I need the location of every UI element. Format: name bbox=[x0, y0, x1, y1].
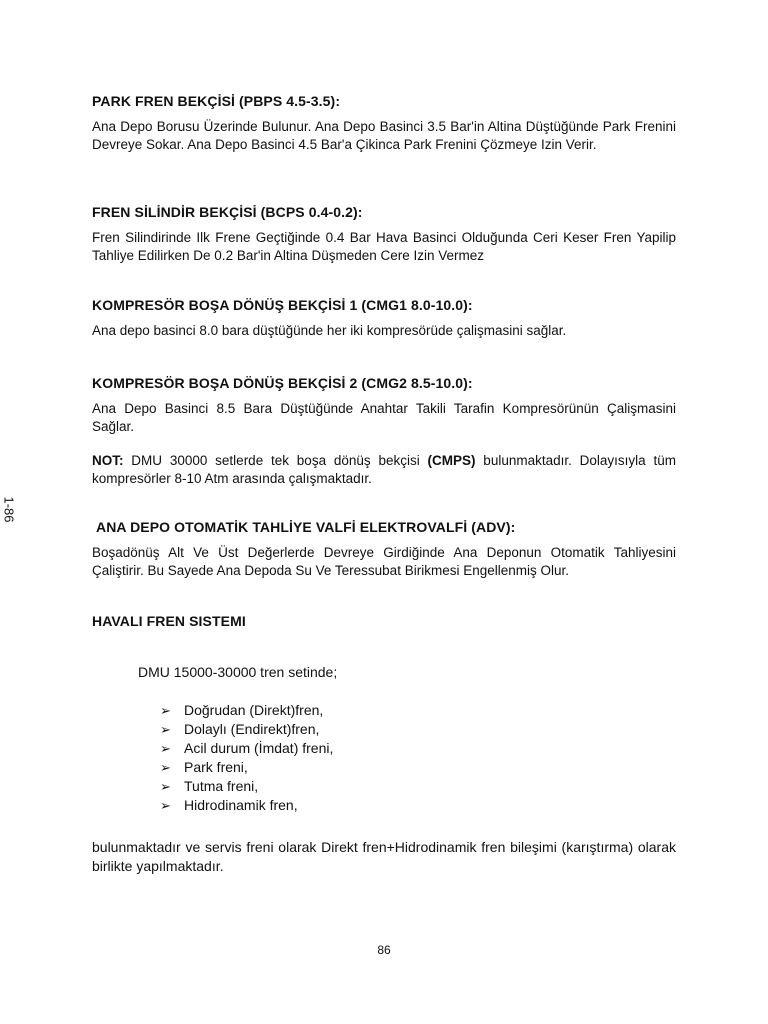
section-body-kompresor-1: Ana depo basinci 8.0 bara düştüğünde her iki kompresörüde çalişmasini sağlar. bbox=[92, 323, 567, 338]
section-title-park-fren: PARK FREN BEKÇİSİ (PBPS 4.5-3.5): bbox=[92, 93, 341, 109]
section-body-fren-silindir: Fren Silindirinde Ilk Frene Geçtiğinde 0.4 Bar Hava Basinci Olduğunda Ceri Keser Fren Yapilip Tahliye Edilirken De 0.2 Bar'in Altina Düşmeden Cere Izin Vermez bbox=[92, 230, 676, 263]
page-number: 86 bbox=[377, 943, 391, 957]
list-item: ➢ Tutma freni, bbox=[160, 778, 259, 794]
list-item: ➢ Park freni, bbox=[160, 759, 248, 775]
havali-intro: DMU 15000-30000 tren setinde; bbox=[138, 664, 338, 680]
list-item: ➢ Acil durum (İmdat) freni, bbox=[160, 740, 334, 756]
list-item: ➢ Doğrudan (Direkt)fren, bbox=[160, 702, 324, 718]
section-title-kompresor-2: KOMPRESÖR BOŞA DÖNÜŞ BEKÇİSİ 2 (CMG2 8.5-10.0): bbox=[92, 375, 473, 391]
arrow-bullet-icon: ➢ bbox=[160, 703, 171, 718]
arrow-bullet-icon: ➢ bbox=[160, 779, 171, 794]
section-title-havali-fren: HAVALI FREN SISTEMI bbox=[92, 613, 246, 629]
section-title-kompresor-1: KOMPRESÖR BOŞA DÖNÜŞ BEKÇİSİ 1 (CMG1 8.0-10.0): bbox=[92, 297, 473, 313]
section-title-fren-silindir: FREN SİLİNDİR BEKÇİSİ (BCPS 0.4-0.2): bbox=[92, 204, 363, 220]
section-body-adv: Boşadönüş Alt Ve Üst Değerlerde Devreye Girdiğinde Ana Deponun Otomatik Tahliyesini Çaliştirir. Bu Sayede Ana Depoda Su Ve Teressubat Birikmesi Engellenmiş Olur. bbox=[92, 545, 676, 578]
list-item: ➢ Dolaylı (Endirekt)fren, bbox=[160, 721, 320, 737]
section-body-kompresor-2: Ana Depo Basinci 8.5 Bara Düştüğünde Anahtar Takili Tarafin Kompresörünün Çalişmasini Sağlar. bbox=[92, 401, 676, 434]
note-paragraph bbox=[92, 452, 676, 487]
list-item: ➢ Hidrodinamik fren, bbox=[160, 797, 298, 813]
arrow-bullet-icon: ➢ bbox=[160, 741, 171, 756]
side-page-label: 1-86 bbox=[1, 496, 17, 523]
arrow-bullet-icon: ➢ bbox=[160, 798, 171, 813]
havali-closing-paragraph: bulunmaktadır ve servis freni olarak Direkt fren+Hidrodinamik fren bileşimi (karıştırma) olarak birlikte yapılmaktadır. bbox=[92, 839, 676, 874]
note-bold: (CMPS) bbox=[427, 453, 476, 468]
note-label: NOT: bbox=[92, 453, 124, 468]
note-text-b: bulunmaktadır. Dolayısıyla tüm kompresörler 8-10 Atm arasında çalışmaktadır. bbox=[92, 453, 676, 486]
section-body-park-fren: Ana Depo Borusu Üzerinde Bulunur. Ana Depo Basinci 3.5 Bar'in Altina Düştüğünde Park Frenini Devreye Sokar. Ana Depo Basinci 4.5 Bar'a Çikinca Park Frenini Çözmeye Izin Verir. bbox=[92, 119, 676, 152]
note-text-a: DMU 30000 setlerde tek boşa dönüş bekçisi bbox=[123, 453, 428, 468]
section-title-adv: ANA DEPO OTOMATİK TAHLİYE VALFİ ELEKTROVALFİ (ADV): bbox=[96, 519, 516, 535]
arrow-bullet-icon: ➢ bbox=[160, 722, 171, 737]
arrow-bullet-icon: ➢ bbox=[160, 760, 171, 775]
brake-type-list bbox=[160, 701, 333, 815]
